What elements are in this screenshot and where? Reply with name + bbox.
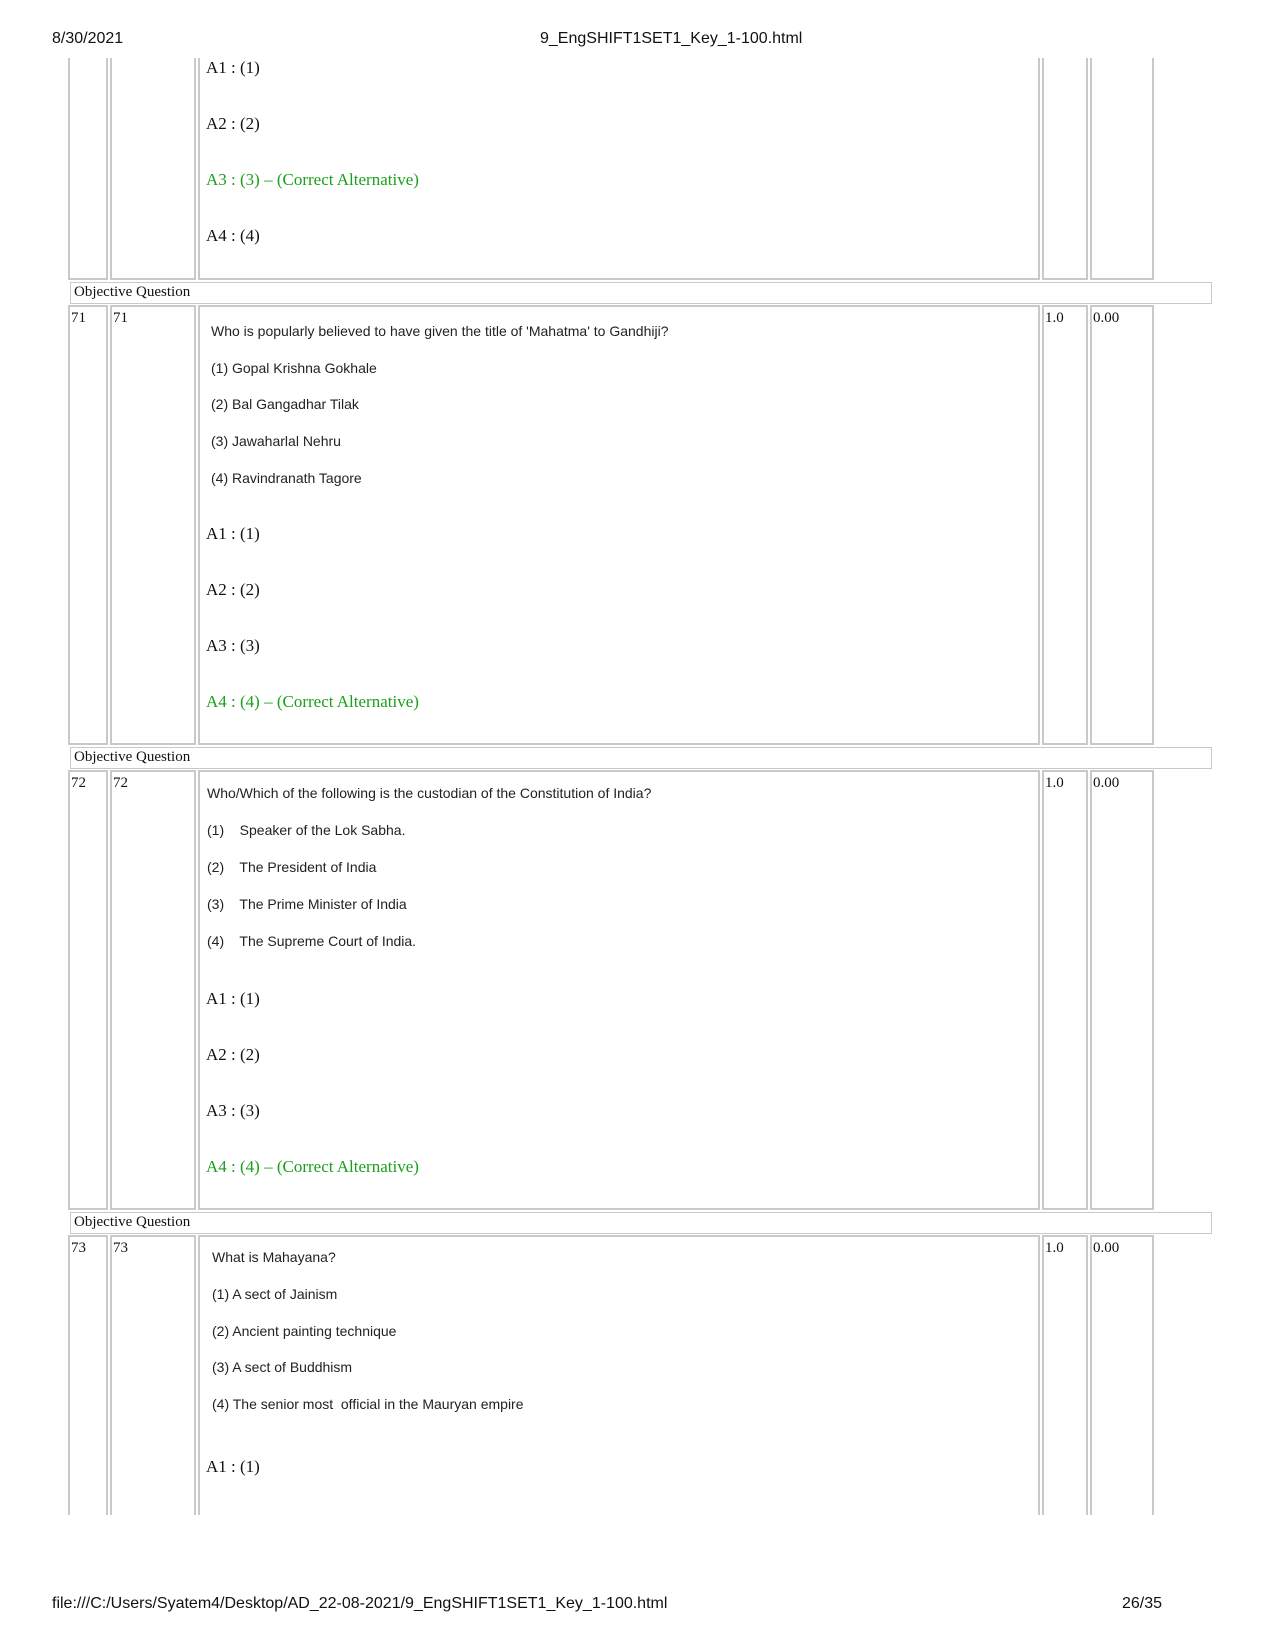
section-label-72: Objective Question xyxy=(70,747,1212,769)
q71-content-cell xyxy=(198,305,1040,745)
q72-answer-1: A1 : (1) xyxy=(206,989,260,1008)
q73-content-cell xyxy=(198,1235,1040,1515)
q72-marks: 1.0 xyxy=(1045,775,1064,791)
q73-option-1: (1) A sect of Jainism xyxy=(212,1286,338,1302)
q71-sno-cell xyxy=(68,305,108,745)
q73-qid-cell xyxy=(110,1235,196,1515)
file-path: file:///C:/Users/Syatem4/Desktop/AD_22-08-2021/9_EngSHIFT1SET1_Key_1-100.html xyxy=(52,1595,668,1612)
q71-sno: 71 xyxy=(71,310,86,326)
q72-sno-cell xyxy=(68,770,108,1210)
prev-sno-cell xyxy=(68,58,108,280)
q73-marks-cell xyxy=(1042,1235,1088,1515)
q72-answer-3: A3 : (3) xyxy=(206,1101,260,1120)
q71-negative: 0.00 xyxy=(1093,310,1120,326)
q72-marks-cell xyxy=(1042,770,1088,1210)
q71-answer-2: A2 : (2) xyxy=(206,580,260,599)
section-label-73: Objective Question xyxy=(70,1212,1212,1234)
q71-marks-cell xyxy=(1042,305,1088,745)
q71-negative-cell xyxy=(1090,305,1154,745)
section-label-71: Objective Question xyxy=(70,282,1212,304)
q71-answer-3: A3 : (3) xyxy=(206,636,260,655)
q71-marks: 1.0 xyxy=(1045,310,1064,326)
prev-negative-cell xyxy=(1090,58,1154,280)
prev-answer-2: A2 : (2) xyxy=(206,114,260,133)
q73-answer-1: A1 : (1) xyxy=(206,1457,260,1476)
q71-question: Who is popularly believed to have given the title of 'Mahatma' to Gandhiji? xyxy=(211,323,669,339)
q71-answer-4-correct: A4 : (4) – (Correct Alternative) xyxy=(206,692,419,711)
q71-qid: 71 xyxy=(113,310,128,326)
q73-negative: 0.00 xyxy=(1093,1240,1120,1256)
q73-option-2: (2) Ancient painting technique xyxy=(212,1323,397,1339)
q73-sno-cell xyxy=(68,1235,108,1515)
q73-option-4: (4) The senior most official in the Mauryan empire xyxy=(212,1396,524,1412)
q73-negative-cell xyxy=(1090,1235,1154,1515)
page-number: 26/35 xyxy=(1122,1595,1163,1612)
q72-qid-cell xyxy=(110,770,196,1210)
q71-option-2: (2) Bal Gangadhar Tilak xyxy=(211,396,359,412)
q72-answer-4-correct: A4 : (4) – (Correct Alternative) xyxy=(206,1157,419,1176)
q71-option-3: (3) Jawaharlal Nehru xyxy=(211,433,341,449)
q72-qid: 72 xyxy=(113,775,128,791)
q71-option-1: (1) Gopal Krishna Gokhale xyxy=(211,360,377,376)
prev-content-cell xyxy=(198,58,1040,280)
q73-question: What is Mahayana? xyxy=(212,1249,336,1265)
q72-option-3: (3) The Prime Minister of India xyxy=(207,896,407,912)
q72-option-4: (4) The Supreme Court of India. xyxy=(207,933,417,949)
prev-marks-cell xyxy=(1042,58,1088,280)
q72-option-2: (2) The President of India xyxy=(207,859,377,875)
q72-content-cell xyxy=(198,770,1040,1210)
prev-qid-cell xyxy=(110,58,196,280)
q71-answer-1: A1 : (1) xyxy=(206,524,260,543)
prev-answer-3-correct: A3 : (3) – (Correct Alternative) xyxy=(206,170,419,189)
q72-question: Who/Which of the following is the custodian of the Constitution of India? xyxy=(207,785,652,801)
q72-option-1: (1) Speaker of the Lok Sabha. xyxy=(207,822,406,838)
q73-qid: 73 xyxy=(113,1240,128,1256)
q71-qid-cell xyxy=(110,305,196,745)
print-date: 8/30/2021 xyxy=(52,30,124,47)
q72-sno: 72 xyxy=(71,775,86,791)
print-title: 9_EngSHIFT1SET1_Key_1-100.html xyxy=(540,30,803,47)
prev-answer-4: A4 : (4) xyxy=(206,226,260,245)
q72-negative-cell xyxy=(1090,770,1154,1210)
q73-marks: 1.0 xyxy=(1045,1240,1064,1256)
q71-option-4: (4) Ravindranath Tagore xyxy=(211,470,362,486)
q73-option-3: (3) A sect of Buddhism xyxy=(212,1359,353,1375)
q72-negative: 0.00 xyxy=(1093,775,1120,791)
q73-sno: 73 xyxy=(71,1240,86,1256)
q72-answer-2: A2 : (2) xyxy=(206,1045,260,1064)
prev-answer-1: A1 : (1) xyxy=(206,58,260,77)
